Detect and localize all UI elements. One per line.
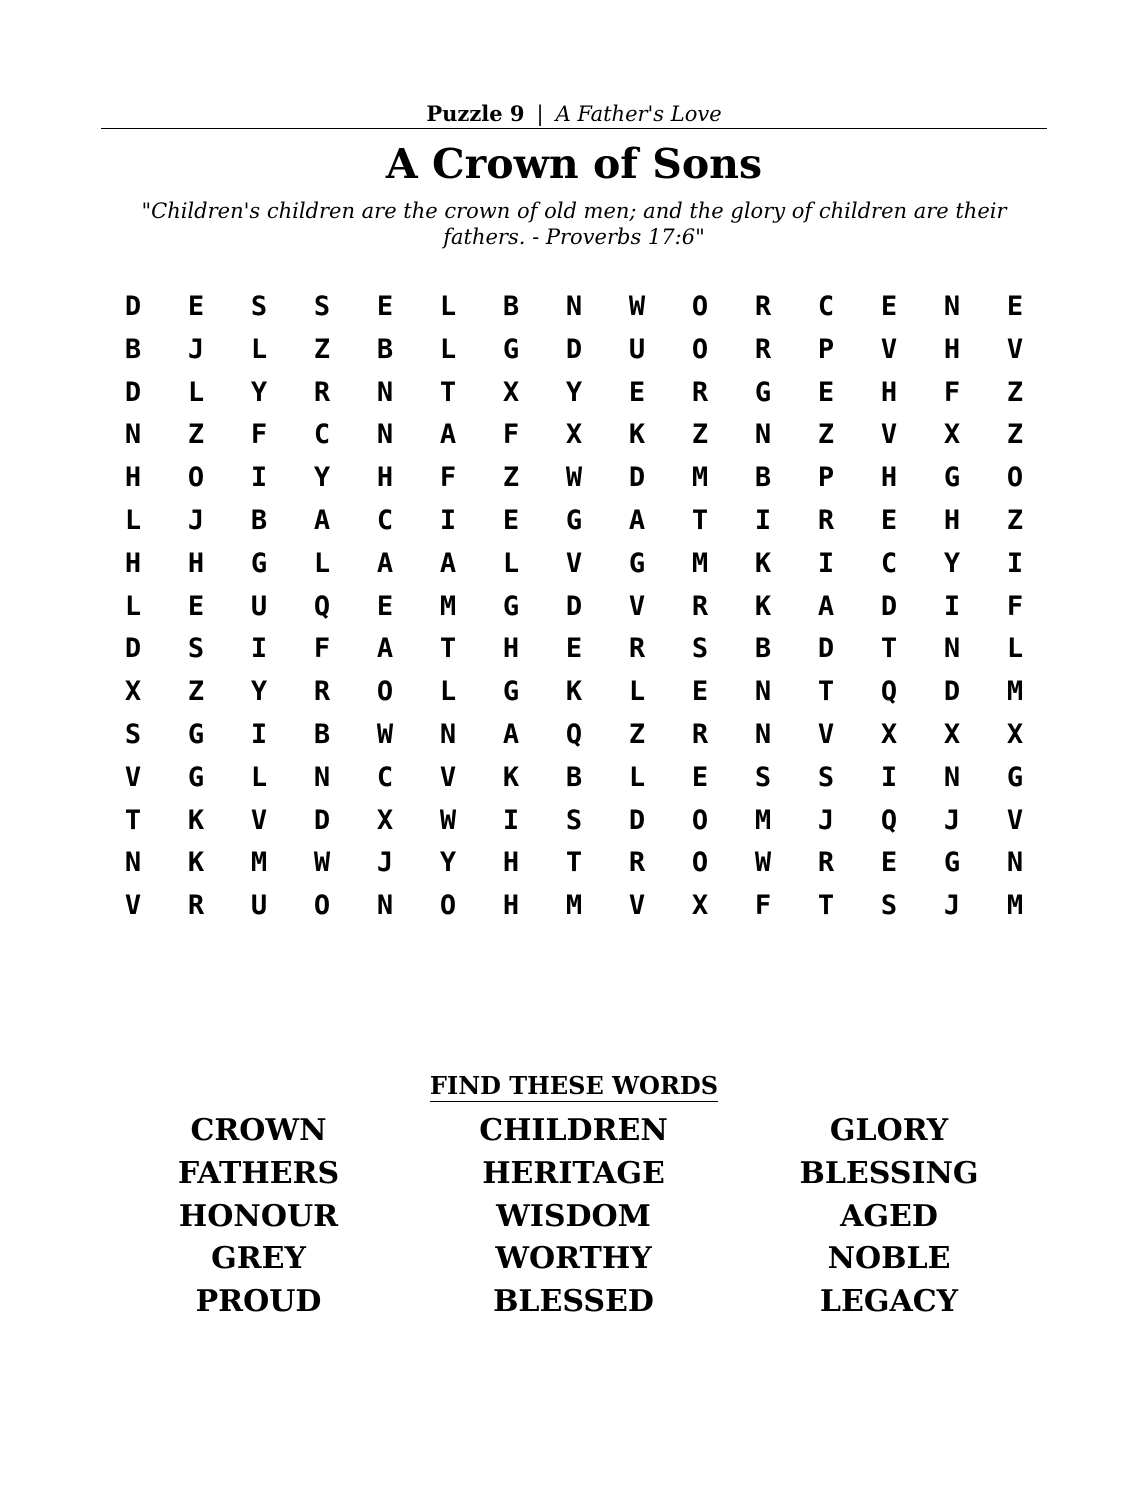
grid-letter: X (943, 419, 961, 451)
grid-letter: L (439, 676, 457, 708)
grid-letter: Q (880, 676, 898, 708)
word-list (101, 1110, 1047, 1324)
grid-letter: R (628, 847, 646, 879)
grid-letter: V (880, 333, 898, 365)
grid-letter: D (124, 376, 142, 408)
grid-letter: L (250, 333, 268, 365)
word-list-item: NOBLE (827, 1241, 951, 1277)
grid-letter: P (817, 333, 835, 365)
word-list-heading-text: FIND THESE WORDS (429, 1071, 719, 1100)
grid-letter: O (691, 847, 709, 879)
grid-letter: E (880, 291, 898, 322)
grid-letter: M (439, 590, 457, 622)
grid-letter: X (943, 718, 961, 750)
grid-letter: A (502, 718, 520, 750)
grid-letter: S (565, 804, 583, 836)
page-title: A Crown of Sons (385, 140, 763, 188)
word-list-item: CHILDREN (479, 1113, 668, 1148)
grid-letter: S (313, 291, 331, 322)
grid-letter: G (628, 547, 646, 579)
grid-letter: M (691, 462, 709, 494)
grid-letter: R (754, 333, 772, 365)
grid-letter: G (565, 504, 583, 536)
grid-letter: R (628, 633, 646, 665)
word-list-item: CROWN (190, 1113, 327, 1148)
grid-letter: O (376, 676, 394, 708)
grid-letter: S (754, 761, 772, 793)
grid-letter: E (376, 291, 394, 322)
grid-letter: U (628, 333, 646, 365)
grid-letter: K (187, 847, 205, 879)
grid-letter: P (817, 462, 835, 494)
grid-letter: D (943, 676, 961, 708)
grid-letter: K (754, 590, 772, 622)
grid-letter: A (439, 419, 457, 451)
grid-letter: K (187, 804, 205, 836)
grid-letter: H (502, 890, 520, 922)
grid-letter: N (943, 633, 961, 665)
grid-letter: W (313, 847, 331, 879)
grid-letter: Y (565, 376, 583, 408)
grid-letter: U (250, 590, 268, 622)
word-list-item: PROUD (195, 1284, 322, 1320)
grid-letter: F (502, 419, 520, 451)
grid-letter: X (1006, 718, 1024, 750)
grid-letter: B (124, 333, 142, 365)
grid-letter: T (817, 676, 835, 708)
grid-letter: Q (565, 718, 583, 750)
grid-letter: L (313, 547, 331, 579)
grid-letter: V (628, 590, 646, 622)
grid-letter: T (439, 633, 457, 665)
grid-letter: N (376, 376, 394, 408)
grid-letter: Z (313, 333, 331, 365)
grid-letter: G (187, 761, 205, 793)
grid-letter: I (1006, 547, 1024, 579)
grid-letter: N (313, 761, 331, 793)
word-list-heading (0, 1072, 1148, 1102)
grid-letter: O (439, 890, 457, 922)
grid-letter: I (250, 633, 268, 665)
grid-letter: M (250, 847, 268, 879)
grid-letter: F (1006, 590, 1024, 622)
grid-letter: A (313, 504, 331, 536)
grid-letter: Z (817, 419, 835, 451)
grid-letter: Z (691, 419, 709, 451)
grid-letter: V (1006, 333, 1024, 365)
grid-letter: Y (943, 547, 961, 579)
grid-letter: I (250, 462, 268, 494)
grid-letter: E (880, 847, 898, 879)
grid-letter: D (313, 804, 331, 836)
grid-letter: N (754, 718, 772, 750)
grid-letter: L (439, 333, 457, 365)
header-separator: | (536, 102, 544, 126)
grid-letter: R (817, 847, 835, 879)
word-list-item: GLORY (829, 1113, 949, 1148)
grid-letter: A (376, 633, 394, 665)
letter-grid (101, 286, 1047, 928)
grid-letter: O (691, 333, 709, 365)
grid-letter: G (502, 333, 520, 365)
grid-letter: L (124, 590, 142, 622)
grid-letter: C (376, 504, 394, 536)
grid-letter: X (691, 890, 709, 922)
word-list-item: WORTHY (495, 1241, 652, 1277)
grid-letter: D (565, 590, 583, 622)
grid-letter: U (250, 890, 268, 922)
grid-letter: G (502, 590, 520, 622)
grid-letter: C (376, 761, 394, 793)
grid-letter: T (565, 847, 583, 879)
grid-letter: E (691, 761, 709, 793)
word-list-item: BLESSING (799, 1155, 979, 1191)
grid-letter: V (1006, 804, 1024, 836)
grid-letter: T (817, 890, 835, 922)
grid-letter: B (565, 761, 583, 793)
grid-letter: Z (187, 419, 205, 451)
grid-letter: J (943, 890, 961, 922)
grid-letter: B (754, 633, 772, 665)
grid-letter: H (502, 633, 520, 665)
grid-letter: L (502, 547, 520, 579)
grid-letter: H (376, 462, 394, 494)
grid-letter: Z (502, 462, 520, 494)
grid-letter: V (628, 890, 646, 922)
grid-letter: V (880, 419, 898, 451)
grid-letter: V (439, 761, 457, 793)
grid-letter: B (376, 333, 394, 365)
grid-letter: W (439, 804, 457, 836)
grid-letter: X (880, 718, 898, 750)
word-list-item: AGED (840, 1198, 938, 1234)
grid-letter: O (691, 291, 709, 322)
puzzle-header (101, 100, 1047, 129)
grid-letter: N (565, 291, 583, 322)
word-list-item: HONOUR (178, 1198, 339, 1234)
grid-letter: A (628, 504, 646, 536)
grid-letter: C (313, 419, 331, 451)
grid-letter: B (250, 504, 268, 536)
grid-letter: O (187, 462, 205, 494)
grid-letter: F (250, 419, 268, 451)
grid-letter: D (628, 462, 646, 494)
grid-letter: E (187, 291, 205, 322)
grid-letter: M (565, 890, 583, 922)
grid-letter: N (1006, 847, 1024, 879)
grid-letter: E (187, 590, 205, 622)
grid-letter: N (754, 676, 772, 708)
grid-letter: S (187, 633, 205, 665)
grid-letter: N (754, 419, 772, 451)
grid-letter: O (691, 804, 709, 836)
grid-letter: E (691, 676, 709, 708)
grid-letter: A (439, 547, 457, 579)
grid-letter: K (628, 419, 646, 451)
grid-letter: B (754, 462, 772, 494)
grid-letter: H (124, 547, 142, 579)
grid-letter: A (817, 590, 835, 622)
grid-letter: M (754, 804, 772, 836)
grid-letter: T (124, 804, 142, 836)
grid-letter: S (880, 890, 898, 922)
grid-letter: O (1006, 462, 1024, 494)
grid-letter: E (502, 504, 520, 536)
grid-letter: G (943, 462, 961, 494)
grid-letter: N (124, 847, 142, 879)
grid-letter: K (502, 761, 520, 793)
grid-letter: E (628, 376, 646, 408)
grid-letter: L (124, 504, 142, 536)
word-list-item: BLESSED (493, 1284, 654, 1320)
grid-letter: W (565, 462, 583, 494)
grid-letter: D (817, 633, 835, 665)
grid-letter: B (502, 291, 520, 322)
grid-letter: E (565, 633, 583, 665)
grid-letter: F (439, 462, 457, 494)
grid-letter: S (250, 291, 268, 322)
grid-letter: X (565, 419, 583, 451)
grid-letter: M (1006, 676, 1024, 708)
grid-letter: V (124, 890, 142, 922)
word-list-item: WISDOM (496, 1198, 651, 1234)
grid-letter: R (187, 890, 205, 922)
grid-letter: G (250, 547, 268, 579)
grid-letter: J (943, 804, 961, 836)
grid-letter: X (502, 376, 520, 408)
grid-letter: Z (187, 676, 205, 708)
grid-letter: V (817, 718, 835, 750)
grid-letter: G (502, 676, 520, 708)
grid-letter: N (124, 419, 142, 451)
grid-letter: I (754, 504, 772, 536)
grid-letter: E (880, 504, 898, 536)
grid-letter: J (376, 847, 394, 879)
grid-letter: R (313, 676, 331, 708)
grid-letter: L (439, 291, 457, 322)
grid-letter: S (691, 633, 709, 665)
grid-letter: E (376, 590, 394, 622)
grid-letter: Y (250, 676, 268, 708)
grid-letter: V (250, 804, 268, 836)
word-list-item: HERITAGE (482, 1155, 665, 1191)
grid-letter: K (754, 547, 772, 579)
grid-letter: B (313, 718, 331, 750)
grid-letter: E (817, 376, 835, 408)
grid-letter: W (754, 847, 772, 879)
grid-letter: I (250, 718, 268, 750)
grid-letter: R (691, 718, 709, 750)
grid-letter: X (124, 676, 142, 708)
word-list-item: FATHERS (177, 1155, 340, 1191)
grid-letter: N (439, 718, 457, 750)
grid-letter: M (1006, 890, 1024, 922)
grid-letter: D (880, 590, 898, 622)
grid-letter: H (502, 847, 520, 879)
grid-letter: V (565, 547, 583, 579)
grid-letter: D (565, 333, 583, 365)
grid-letter: D (124, 291, 142, 322)
grid-letter: R (313, 376, 331, 408)
grid-letter: D (124, 633, 142, 665)
grid-letter: G (1006, 761, 1024, 793)
grid-letter: J (817, 804, 835, 836)
grid-letter: H (124, 462, 142, 494)
grid-letter: O (313, 890, 331, 922)
grid-letter: R (754, 291, 772, 322)
grid-letter: Z (628, 718, 646, 750)
grid-letter: F (754, 890, 772, 922)
grid-letter: L (628, 761, 646, 793)
grid-letter: R (817, 504, 835, 536)
grid-letter: S (817, 761, 835, 793)
grid-letter: V (124, 761, 142, 793)
grid-letter: I (817, 547, 835, 579)
grid-letter: I (439, 504, 457, 536)
puzzle-number: Puzzle 9 (426, 101, 525, 126)
scripture-verse: "Children's children are the crown of old men; and the glory of children are their fathers. - Proverbs 17:6" (141, 199, 1007, 249)
grid-letter: G (943, 847, 961, 879)
grid-letter: T (880, 633, 898, 665)
grid-letter: R (691, 376, 709, 408)
grid-letter: W (376, 718, 394, 750)
grid-letter: G (187, 718, 205, 750)
grid-letter: E (1006, 291, 1024, 322)
grid-letter: Y (313, 462, 331, 494)
puzzle-theme: A Father's Love (555, 102, 722, 126)
grid-letter: X (376, 804, 394, 836)
grid-letter: N (943, 761, 961, 793)
word-list-item: LEGACY (819, 1284, 959, 1320)
grid-letter: Y (439, 847, 457, 879)
grid-letter: I (943, 590, 961, 622)
grid-letter: W (628, 291, 646, 322)
grid-letter: Q (880, 804, 898, 836)
grid-letter: J (187, 504, 205, 536)
grid-letter: H (187, 547, 205, 579)
grid-letter: Z (1006, 376, 1024, 408)
grid-letter: F (943, 376, 961, 408)
grid-letter: L (250, 761, 268, 793)
grid-letter: R (691, 590, 709, 622)
grid-letter: D (628, 804, 646, 836)
grid-letter: Z (1006, 419, 1024, 451)
grid-letter: N (376, 419, 394, 451)
grid-letter: J (187, 333, 205, 365)
grid-letter: T (691, 504, 709, 536)
grid-letter: H (943, 504, 961, 536)
grid-letter: C (880, 547, 898, 579)
grid-letter: Q (313, 590, 331, 622)
grid-letter: I (502, 804, 520, 836)
grid-letter: F (313, 633, 331, 665)
grid-letter: M (691, 547, 709, 579)
grid-letter: N (376, 890, 394, 922)
grid-letter: C (817, 291, 835, 322)
grid-letter: G (754, 376, 772, 408)
grid-letter: A (376, 547, 394, 579)
grid-letter: H (943, 333, 961, 365)
grid-letter: N (943, 291, 961, 322)
grid-letter: H (880, 462, 898, 494)
grid-letter: L (187, 376, 205, 408)
grid-letter: L (628, 676, 646, 708)
grid-letter: Y (250, 376, 268, 408)
grid-letter: L (1006, 633, 1024, 665)
grid-letter: H (880, 376, 898, 408)
grid-letter: S (124, 718, 142, 750)
grid-letter: I (880, 761, 898, 793)
grid-letter: T (439, 376, 457, 408)
grid-letter: K (565, 676, 583, 708)
word-list-item: GREY (211, 1241, 306, 1277)
grid-letter: Z (1006, 504, 1024, 536)
